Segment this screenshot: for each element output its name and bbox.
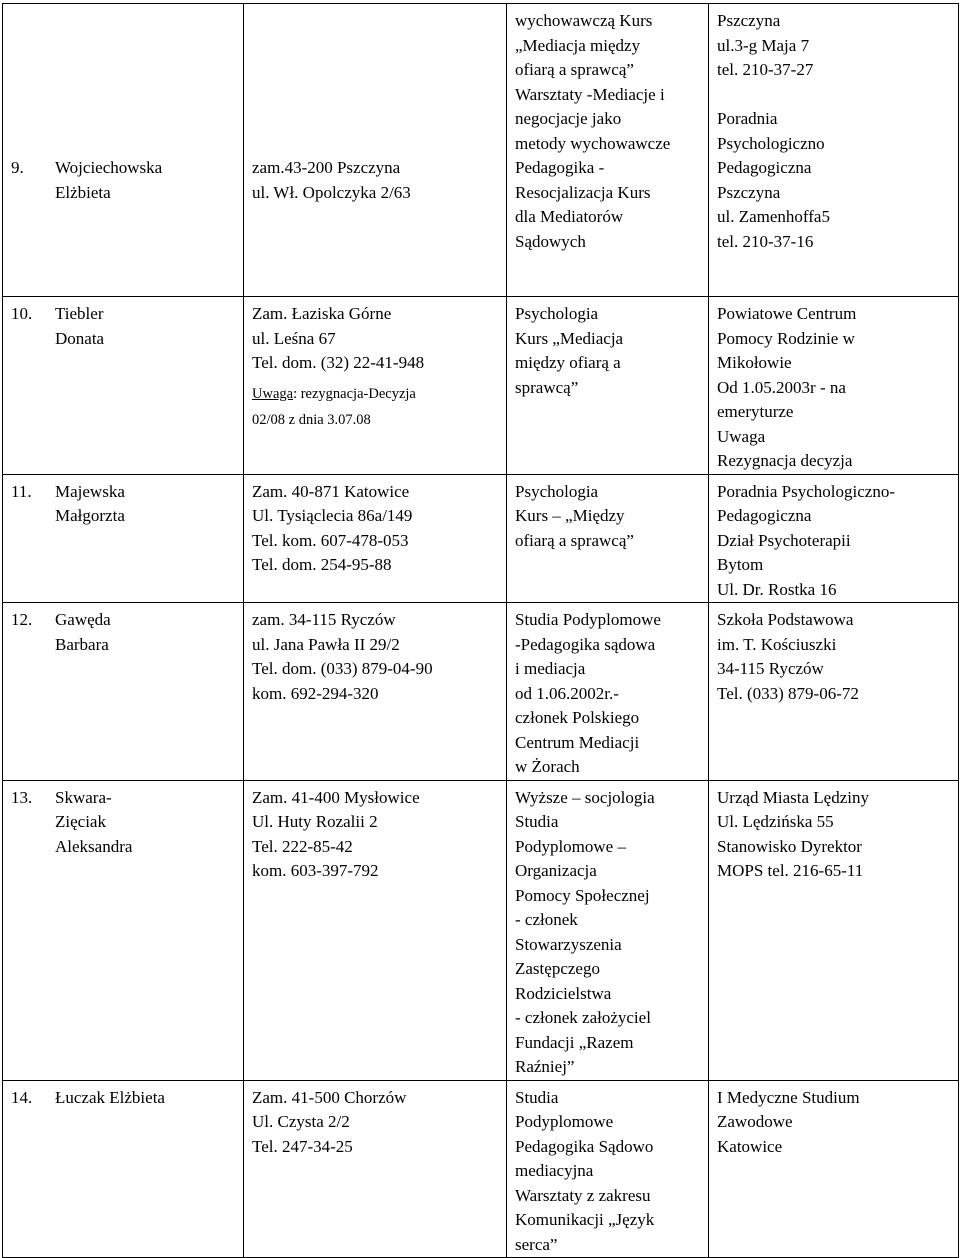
workplace-line: Katowice [717, 1136, 783, 1156]
workplace-line: I Medyczne Studium [717, 1087, 860, 1107]
education-line: Warsztaty z zakresu [515, 1185, 651, 1205]
table-row [3, 780, 959, 1080]
workplace-line: tel. 210-37-16 [717, 231, 814, 251]
address-line: Zam. 41-500 Chorzów [252, 1087, 407, 1107]
table-row [3, 603, 959, 781]
table-row [3, 1080, 959, 1258]
education-line: Studia [515, 1087, 559, 1107]
education-cell [507, 603, 709, 781]
education-line: w Żorach [515, 757, 580, 776]
education-cell [507, 474, 709, 603]
person-name-line: Wojciechowska [55, 158, 163, 177]
row-number: 9. [11, 158, 24, 177]
education-line: Resocjalizacja Kurs [515, 182, 651, 202]
person-name-line: Barbara [55, 634, 109, 654]
table-row [3, 297, 959, 475]
education-line: dla Mediatorów [515, 207, 624, 226]
row-number: 12. [11, 610, 33, 629]
person-name-line: Aleksandra [55, 836, 133, 856]
person-name-line: Tiebler [55, 304, 104, 323]
address-line: kom. 603-397-792 [252, 861, 379, 880]
education-line: Wyższe – socjologia [515, 787, 655, 807]
row-number: 14. [11, 1087, 33, 1107]
resignation-note [252, 382, 500, 407]
note-label: Uwaga [252, 385, 294, 402]
address-line: Tel. dom. (32) 22-41-948 [252, 353, 425, 372]
address-line: ul. Leśna 67 [252, 328, 336, 348]
education-line: członek Polskiego [515, 708, 640, 727]
education-line: serca” [515, 1234, 558, 1254]
mediators-table [2, 3, 959, 1258]
workplace-cell [709, 297, 959, 475]
workplace-line: Tel. (033) 879-06-72 [717, 683, 859, 703]
name-cell [3, 780, 244, 1080]
table-row [3, 474, 959, 603]
address-line: Tel. dom. 254-95-88 [252, 555, 392, 574]
education-line: Sądowych [515, 231, 586, 251]
workplace-cell [709, 603, 959, 781]
workplace-line [717, 83, 952, 108]
row-number: 10. [11, 304, 33, 323]
education-line: Fundacji „Razem [515, 1032, 634, 1052]
address-cell [244, 603, 507, 781]
address-line: zam. 34-115 Ryczów [252, 610, 396, 629]
workplace-line: Pszczyna [717, 11, 781, 30]
workplace-line: Dział Psychoterapii [717, 530, 851, 550]
workplace-line: Uwaga [717, 426, 766, 446]
education-line: Zastępczego [515, 959, 600, 978]
workplace-line: emeryturze [717, 402, 794, 421]
workplace-cell [709, 780, 959, 1080]
education-cell [507, 1080, 709, 1258]
education-line: Psychologia [515, 304, 599, 323]
person-name-line: Gawęda [55, 610, 111, 629]
education-line: -Pedagogika sądowa [515, 634, 656, 654]
education-line: Centrum Mediacji [515, 732, 640, 752]
workplace-cell [709, 4, 959, 297]
workplace-line: Szkoła Podstawowa [717, 610, 854, 629]
address-line: Tel. 247-34-25 [252, 1136, 353, 1156]
education-line: Podyplomowe – [515, 836, 626, 856]
name-cell [3, 1080, 244, 1258]
workplace-cell [709, 474, 959, 603]
workplace-line: tel. 210-37-27 [717, 60, 814, 79]
education-line: - członek [515, 910, 578, 929]
row-number: 11. [11, 481, 32, 501]
address-line: Zam. 41-400 Mysłowice [252, 787, 420, 807]
education-line: „Mediacja między [515, 35, 641, 55]
workplace-line: Rezygnacja decyzja [717, 451, 853, 470]
education-line: Podyplomowe [515, 1112, 614, 1131]
workplace-line: im. T. Kościuszki [717, 634, 837, 654]
education-line: ofiarą a sprawcą” [515, 60, 634, 79]
workplace-line: MOPS tel. 216-65-11 [717, 861, 864, 880]
address-cell [244, 4, 507, 297]
workplace-line: Poradnia [717, 109, 778, 128]
workplace-line: Stanowisko Dyrektor [717, 836, 862, 856]
address-line: Ul. Czysta 2/2 [252, 1112, 350, 1131]
workplace-line: Pomocy Rodzinie w [717, 328, 855, 348]
workplace-cell [709, 1080, 959, 1258]
workplace-line: ul. Zamenhoffa5 [717, 207, 830, 226]
address-line: kom. 692-294-320 [252, 683, 379, 703]
education-line: Kurs – „Między [515, 506, 625, 525]
education-line: Stowarzyszenia [515, 934, 622, 954]
workplace-line: Pedagogiczna [717, 158, 812, 177]
workplace-line: Powiatowe Centrum [717, 304, 857, 323]
row-number: 13. [11, 787, 33, 807]
address-cell [244, 474, 507, 603]
address-line: Zam. 40-871 Katowice [252, 481, 410, 501]
workplace-line: Ul. Dr. Rostka 16 [717, 579, 837, 599]
address-line: ul. Wł. Opolczyka 2/63 [252, 182, 411, 202]
education-line: mediacyjna [515, 1161, 594, 1180]
workplace-line: Poradnia Psychologiczno- [717, 481, 895, 501]
workplace-line: Urząd Miasta Lędziny [717, 787, 869, 807]
education-line: Raźniej” [515, 1057, 575, 1076]
workplace-line: ul.3-g Maja 7 [717, 35, 810, 55]
education-line: Studia [515, 812, 559, 831]
education-line: Pedagogika Sądowo [515, 1136, 654, 1156]
address-line: ul. Jana Pawła II 29/2 [252, 634, 400, 654]
education-line: negocjacje jako [515, 109, 622, 128]
education-line: między ofiarą a [515, 353, 621, 372]
education-line: Pomocy Społecznej [515, 885, 650, 905]
address-line: zam.43-200 Pszczyna [252, 158, 401, 177]
education-line: Psychologia [515, 481, 599, 501]
note-date: 02/08 z dnia 3.07.08 [252, 412, 371, 428]
education-cell [507, 780, 709, 1080]
workplace-line: Psychologiczno [717, 133, 825, 153]
address-cell [244, 1080, 507, 1258]
note-text: : rezygnacja-Decyzja [293, 385, 416, 402]
workplace-line: Pszczyna [717, 182, 781, 202]
address-line: Zam. Łaziska Górne [252, 304, 392, 323]
name-cell [3, 474, 244, 603]
person-name-line: Zięciak [55, 812, 106, 831]
name-cell [3, 603, 244, 781]
workplace-line: Mikołowie [717, 353, 792, 372]
education-line: od 1.06.2002r.- [515, 683, 619, 703]
address-line: Ul. Huty Rozalii 2 [252, 812, 378, 831]
table-row [3, 4, 959, 297]
education-line: i mediacja [515, 659, 586, 678]
education-line: - członek założyciel [515, 1008, 651, 1027]
address-line: Tel. kom. 607-478-053 [252, 530, 409, 550]
education-line: Pedagogika - [515, 158, 605, 177]
education-line: Organizacja [515, 861, 597, 880]
education-line: metody wychowawcze [515, 133, 671, 153]
person-name-line: Elżbieta [55, 182, 111, 202]
address-line: Tel. dom. (033) 879-04-90 [252, 659, 433, 678]
education-line: sprawcą” [515, 377, 579, 397]
name-cell [3, 297, 244, 475]
address-line: Tel. 222-85-42 [252, 836, 353, 856]
person-name-line: Skwara- [55, 787, 112, 807]
education-line: Komunikacji „Język [515, 1210, 655, 1229]
workplace-line: Bytom [717, 555, 764, 574]
workplace-line: Ul. Lędzińska 55 [717, 812, 834, 831]
workplace-line: Pedagogiczna [717, 506, 812, 525]
name-cell [3, 4, 244, 297]
education-line: Rodzicielstwa [515, 983, 612, 1003]
education-line: wychowawczą Kurs [515, 11, 653, 30]
address-line: Ul. Tysiąclecia 86a/149 [252, 506, 413, 525]
person-name-line: Donata [55, 328, 105, 348]
workplace-line: 34-115 Ryczów [717, 659, 824, 678]
education-line: Warsztaty -Mediacje i [515, 84, 665, 104]
workplace-line: Zawodowe [717, 1112, 793, 1131]
workplace-line: Od 1.05.2003r - na [717, 377, 846, 397]
person-name-line: Łuczak Elżbieta [55, 1087, 165, 1107]
person-name-line: Majewska [55, 481, 125, 501]
education-line: Studia Podyplomowe [515, 610, 661, 629]
education-line: Kurs „Mediacja [515, 328, 624, 348]
person-name-line: Małgorzta [55, 506, 125, 525]
education-line: ofiarą a sprawcą” [515, 530, 634, 550]
address-cell [244, 297, 507, 475]
address-cell [244, 780, 507, 1080]
education-cell [507, 297, 709, 475]
education-cell [507, 4, 709, 297]
